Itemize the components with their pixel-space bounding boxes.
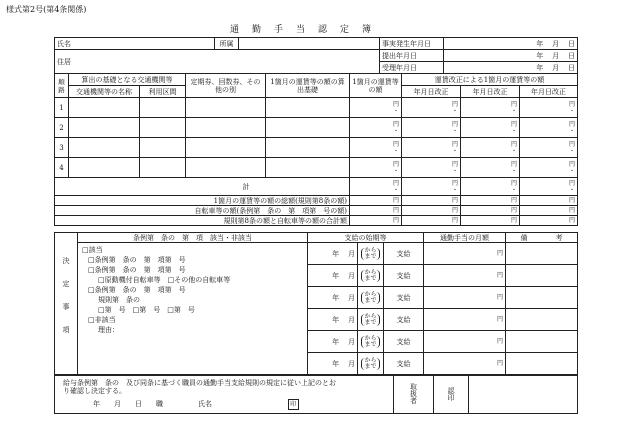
remarks-cell[interactable]	[506, 331, 578, 353]
confirmation-line-1: 給与条例第 条の 及び同条に基づく職員の通勤手当支給規則の規定に従い上記のとお	[63, 379, 336, 387]
summary-cell[interactable]: 円	[350, 216, 402, 226]
payment-label: 支給	[384, 243, 424, 265]
signature-line: 年 月 日 職 氏名 印	[63, 399, 385, 410]
amount-cell[interactable]: 円	[424, 265, 506, 287]
clause-applicable-checkbox[interactable]: □該当	[82, 246, 103, 254]
from-to-bracket: から まで	[358, 331, 384, 353]
remarks-cell[interactable]	[506, 309, 578, 331]
reason-label: 理由：	[98, 326, 119, 334]
remarks-cell[interactable]	[506, 287, 578, 309]
amount-header: 通勤手当の月額	[424, 233, 506, 243]
route-row	[55, 118, 578, 138]
summary-label: 自転車等の額(条例第 条の 第 項第 号の額)	[55, 206, 350, 216]
header-table	[54, 37, 578, 74]
remarks-cell[interactable]	[506, 243, 578, 265]
rev-cell[interactable]: 円 ・	[402, 118, 461, 138]
summary-cell[interactable]: 円	[461, 196, 520, 206]
from-to-bracket: から まで	[358, 265, 384, 287]
clause-header: 条例第 条の 第 項 該当・非該当	[78, 233, 308, 243]
section-header: 利用区間	[140, 86, 186, 98]
confirmation-line-2: り確認し決定する。	[63, 387, 126, 395]
ticket-header: 定期券、回数券、その他の別	[186, 74, 266, 98]
total-label: 計	[55, 178, 350, 196]
payment-label: 支給	[384, 353, 424, 375]
route-row	[55, 138, 578, 158]
monthly-fare-header: 1箇月の運賃等の額	[350, 74, 402, 98]
rev-cell[interactable]: 円 ・	[520, 118, 578, 138]
summary-cell[interactable]: 円	[350, 206, 402, 216]
route-number: 1	[55, 98, 69, 118]
revision-date-2: 年月日改正	[461, 86, 520, 98]
rev-cell[interactable]: 円 ・	[402, 158, 461, 178]
rev-cell[interactable]: 円 ・	[461, 138, 520, 158]
form-number: 様式第2号(第4条関係)	[6, 5, 87, 14]
route-number: 4	[55, 158, 69, 178]
total-rev-cell[interactable]: 円 ・	[520, 178, 578, 196]
vehicle-type-checkbox[interactable]: □原動機付自転車等 □その他の自転車等	[98, 276, 231, 284]
approval-stamp-field[interactable]	[469, 376, 578, 414]
summary-cell[interactable]: 円	[461, 216, 520, 226]
fare-table	[54, 73, 578, 226]
fare-cell[interactable]: 円 ・	[350, 118, 402, 138]
amount-cell[interactable]: 円	[424, 243, 506, 265]
ticket-cell[interactable]	[186, 118, 266, 138]
start-date-cell[interactable]: 年 月	[308, 353, 358, 375]
transport-name-cell[interactable]	[69, 98, 140, 118]
confirmation-text	[55, 376, 394, 414]
transport-name-cell[interactable]	[69, 158, 140, 178]
rev-cell[interactable]: 円 ・	[461, 118, 520, 138]
rev-cell[interactable]: 円 ・	[520, 158, 578, 178]
ticket-cell[interactable]	[186, 138, 266, 158]
summary-label: 1箇月の運賃等の額の総額(規則第8条の額)	[55, 196, 350, 206]
summary-cell[interactable]: 円	[350, 196, 402, 206]
summary-cell[interactable]: 円	[402, 206, 461, 216]
calc-basis-cell[interactable]	[266, 98, 350, 118]
summary-cell[interactable]: 円	[402, 216, 461, 226]
rule-item-checkbox[interactable]: □第 号 □第 号 □第 号	[98, 306, 195, 314]
summary-cell[interactable]: 円	[520, 196, 578, 206]
remarks-header: 備 考	[506, 233, 578, 243]
revision-header: 運賃改正による1箇月の運賃等の額	[402, 74, 578, 86]
clause-checkbox[interactable]: □条例第 条の 第 項第 号	[88, 266, 186, 274]
calc-basis-cell[interactable]	[266, 138, 350, 158]
approval-label: 認印	[434, 376, 469, 414]
calc-basis-header: 1箇月の運賃等の額の算出基礎	[266, 74, 350, 98]
start-date-cell[interactable]: 年 月	[308, 243, 358, 265]
decision-side-label: 決定事項	[55, 233, 78, 375]
total-rev-cell[interactable]: 円 ・	[402, 178, 461, 196]
fare-cell[interactable]: 円 ・	[350, 98, 402, 118]
start-header: 支給の始期等	[308, 233, 424, 243]
date-label-3: 受理年月日	[380, 62, 444, 74]
basis-header: 算出の基礎となる交通機関等	[69, 74, 186, 86]
total-rev-cell[interactable]: 円 ・	[461, 178, 520, 196]
revision-date-1: 年月日改正	[402, 86, 461, 98]
start-date-cell[interactable]: 年 月	[308, 287, 358, 309]
remarks-cell[interactable]	[506, 353, 578, 375]
clause-not-applicable-checkbox[interactable]: □非該当	[88, 316, 116, 324]
date-field-3[interactable]: 年 月 日	[444, 62, 578, 74]
summary-row	[55, 206, 578, 216]
decision-table	[54, 232, 578, 375]
fare-cell[interactable]: 円 ・	[350, 138, 402, 158]
summary-row	[55, 216, 578, 226]
date-label-2: 提出年月日	[380, 50, 444, 62]
payment-label: 支給	[384, 309, 424, 331]
total-fare-cell[interactable]: 円 ・	[350, 178, 402, 196]
affiliation-field[interactable]	[239, 38, 380, 50]
rev-cell[interactable]: 円 ・	[461, 98, 520, 118]
route-number: 3	[55, 138, 69, 158]
ticket-cell[interactable]	[186, 158, 266, 178]
transport-name-cell[interactable]	[69, 138, 140, 158]
start-date-cell[interactable]: 年 月	[308, 265, 358, 287]
summary-cell[interactable]: 円	[520, 216, 578, 226]
summary-cell[interactable]: 円	[402, 196, 461, 206]
amount-cell[interactable]: 円	[424, 353, 506, 375]
calc-basis-cell[interactable]	[266, 158, 350, 178]
document-title: 通勤手当認定簿	[230, 25, 385, 35]
start-row	[55, 243, 578, 265]
affiliation-label: 所属	[215, 38, 239, 50]
from-to-bracket: から まで	[358, 353, 384, 375]
name-label: 氏名	[55, 38, 215, 50]
amount-cell[interactable]: 円	[424, 309, 506, 331]
ticket-cell[interactable]	[186, 98, 266, 118]
rev-cell[interactable]: 円 ・	[461, 158, 520, 178]
summary-label: 規則第8条の額と自転車等の額の合計額	[55, 216, 350, 226]
payment-label: 支給	[384, 265, 424, 287]
revision-date-3: 年月日改正	[520, 86, 578, 98]
clause-checkbox[interactable]: □条例第 条の 第 項第 号	[88, 256, 186, 264]
section-cell[interactable]	[140, 98, 186, 118]
fare-cell[interactable]: 円 ・	[350, 158, 402, 178]
start-date-cell[interactable]: 年 月	[308, 331, 358, 353]
summary-row	[55, 196, 578, 206]
official-label: 取扱者	[394, 376, 434, 414]
clause-checkbox[interactable]: □条例第 条の 第 項第 号	[88, 286, 186, 294]
route-row	[55, 98, 578, 118]
remarks-cell[interactable]	[506, 265, 578, 287]
payment-label: 支給	[384, 287, 424, 309]
transport-name-header: 交通機関等の名称	[69, 86, 140, 98]
rev-cell[interactable]: 円 ・	[402, 98, 461, 118]
clause-list	[78, 243, 308, 375]
summary-cell[interactable]: 円	[520, 206, 578, 216]
from-to-bracket: から まで	[358, 243, 384, 265]
rev-cell[interactable]: 円 ・	[520, 138, 578, 158]
payment-label: 支給	[384, 331, 424, 353]
section-cell[interactable]	[140, 138, 186, 158]
route-no-header: 順路	[55, 74, 69, 98]
start-date-cell[interactable]: 年 月	[308, 309, 358, 331]
total-row	[55, 178, 578, 196]
section-cell[interactable]	[140, 118, 186, 138]
date-label-1: 事実発生年月日	[380, 38, 444, 50]
date-field-2[interactable]: 年 月 日	[444, 50, 578, 62]
footer-table	[54, 375, 578, 414]
rev-cell[interactable]: 円 ・	[402, 138, 461, 158]
address-label: 住居	[55, 50, 380, 74]
summary-cell[interactable]: 円	[461, 206, 520, 216]
rev-cell[interactable]: 円 ・	[520, 98, 578, 118]
seal-icon: 印	[288, 399, 299, 410]
section-cell[interactable]	[140, 158, 186, 178]
route-number: 2	[55, 118, 69, 138]
amount-cell[interactable]: 円	[424, 287, 506, 309]
from-to-bracket: から まで	[358, 309, 384, 331]
date-field-1[interactable]: 年 月 日	[444, 38, 578, 50]
transport-name-cell[interactable]	[69, 118, 140, 138]
route-row	[55, 158, 578, 178]
calc-basis-cell[interactable]	[266, 118, 350, 138]
from-to-bracket: から まで	[358, 287, 384, 309]
amount-cell[interactable]: 円	[424, 331, 506, 353]
rule-clause-label: 規則第 条の	[98, 296, 140, 304]
